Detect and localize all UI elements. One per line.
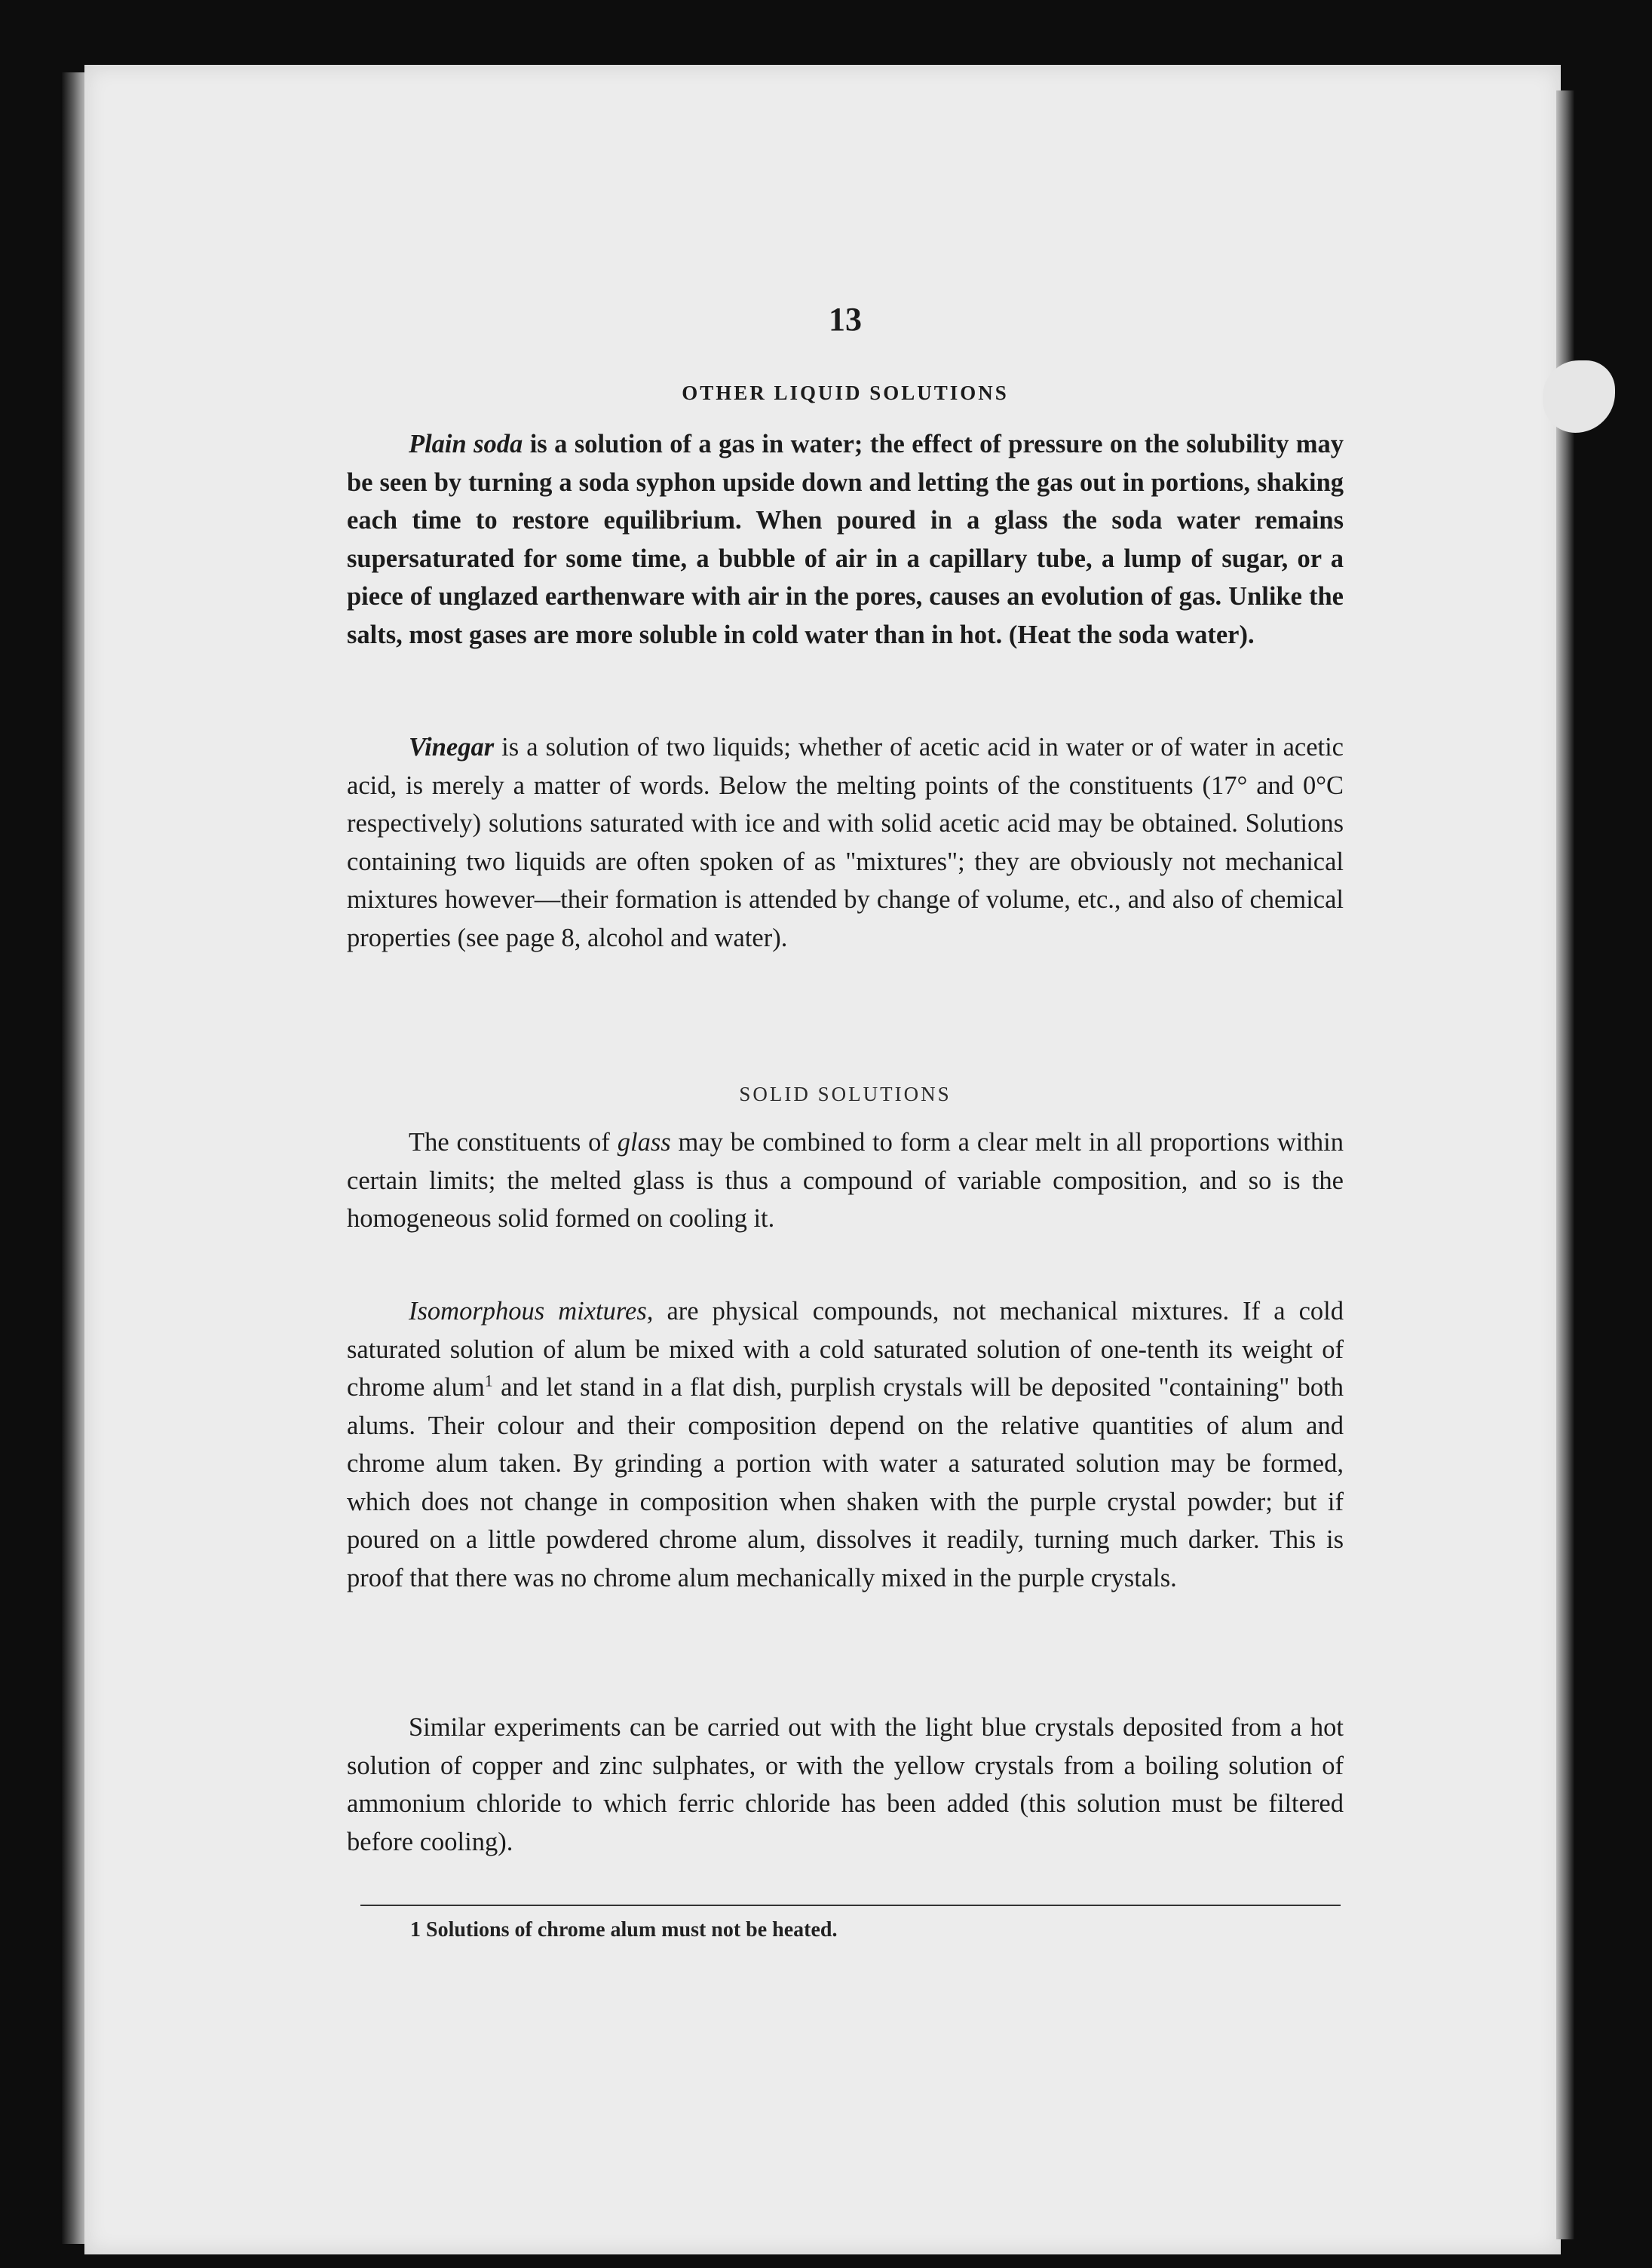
paragraph-glass-intro: The constituents of	[409, 1128, 618, 1157]
term-isomorphous-mixtures: Isomorphous mixtures,	[409, 1297, 654, 1326]
term-plain-soda: Plain soda	[409, 430, 523, 458]
paragraph-plain-soda-text: is a solution of a gas in water; the effect of pressure on the solubility may be seen by turning a soda syphon upside down and letting the gas out in portions, shaking each time to restore equilibrium. When poured in a glass the soda water remains supersaturated for some time, a bubble of air in a capillary tube, a lump of sugar, or a piece of unglazed earthenware with air in the pores, causes an evolution of gas. Unlike the salts, most gases are more soluble in cold water than in hot. (Heat the soda water).	[347, 430, 1344, 649]
paragraph-similar-experiments: Similar experiments can be carried out with the light blue crystals deposited from a hot solution of copper and zinc sulphates, or with the yellow crystals from a boiling solution of ammonium chloride to which ferric chloride has been added (this solution must be filtered before cooling).	[347, 1713, 1344, 1856]
section-heading-solid-solutions: SOLID SOLUTIONS	[739, 1083, 952, 1105]
paragraph-glass	[347, 1123, 1344, 1238]
term-vinegar: Vinegar	[409, 733, 495, 762]
paragraph-vinegar-text: is a solution of two liquids; whether of acetic acid in water or of water in acetic acid, is merely a matter of words. Below the melting points of the constituents (17° and 0°C respectively) solutions saturated with ice and with solid acetic acid may be obtained. Solutions containing two liquids are often spoken of as "mixtures"; they are obviously not mechanical mixtures however—their formation is attended by change of volume, etc., and also of chemical properties (see page 8, alcohol and water).	[347, 733, 1344, 952]
paragraph-isomorphous-mixtures	[347, 1292, 1344, 1597]
footnote-divider	[360, 1905, 1341, 1906]
footnote: 1 Solutions of chrome alum must not be heated.	[410, 1918, 838, 1942]
book-page	[84, 65, 1561, 2254]
footnote-marker: 1	[484, 1371, 493, 1390]
paragraph-glass-text: may be combined to form a clear melt in all proportions within certain limits; the melted glass is thus a compound of variable composition, and so is the homogeneous solid formed on cooling it.	[347, 1128, 1344, 1233]
paragraph-plain-soda	[347, 425, 1344, 654]
term-glass: glass	[617, 1128, 671, 1157]
paragraph-isomorphous-text-b: and let stand in a flat dish, purplish crystals will be deposited "containing" both alums. Their colour and their composition depend on the relative quantities of alum and chrome alum taken. By grinding a portion with water a saturated solution may be formed, which does not change in composition when shaken with the purple crystal powder; but if poured on a little powdered chrome alum, dissolves it readily, turning much darker. This is proof that there was no chrome alum mechanically mixed in the purple crystals.	[347, 1373, 1344, 1592]
paragraph-vinegar	[347, 728, 1344, 957]
page-number: 13	[829, 301, 862, 338]
paragraph-isomorphous-text-a: are physical compounds, not mechanical mixtures. If a cold saturated solution of alum be mixed with a cold saturated solution of one-tenth its weight of chrome alum	[347, 1297, 1344, 1402]
page-tear	[1543, 360, 1615, 433]
section-heading-other-liquid-solutions: OTHER LIQUID SOLUTIONS	[682, 382, 1009, 404]
